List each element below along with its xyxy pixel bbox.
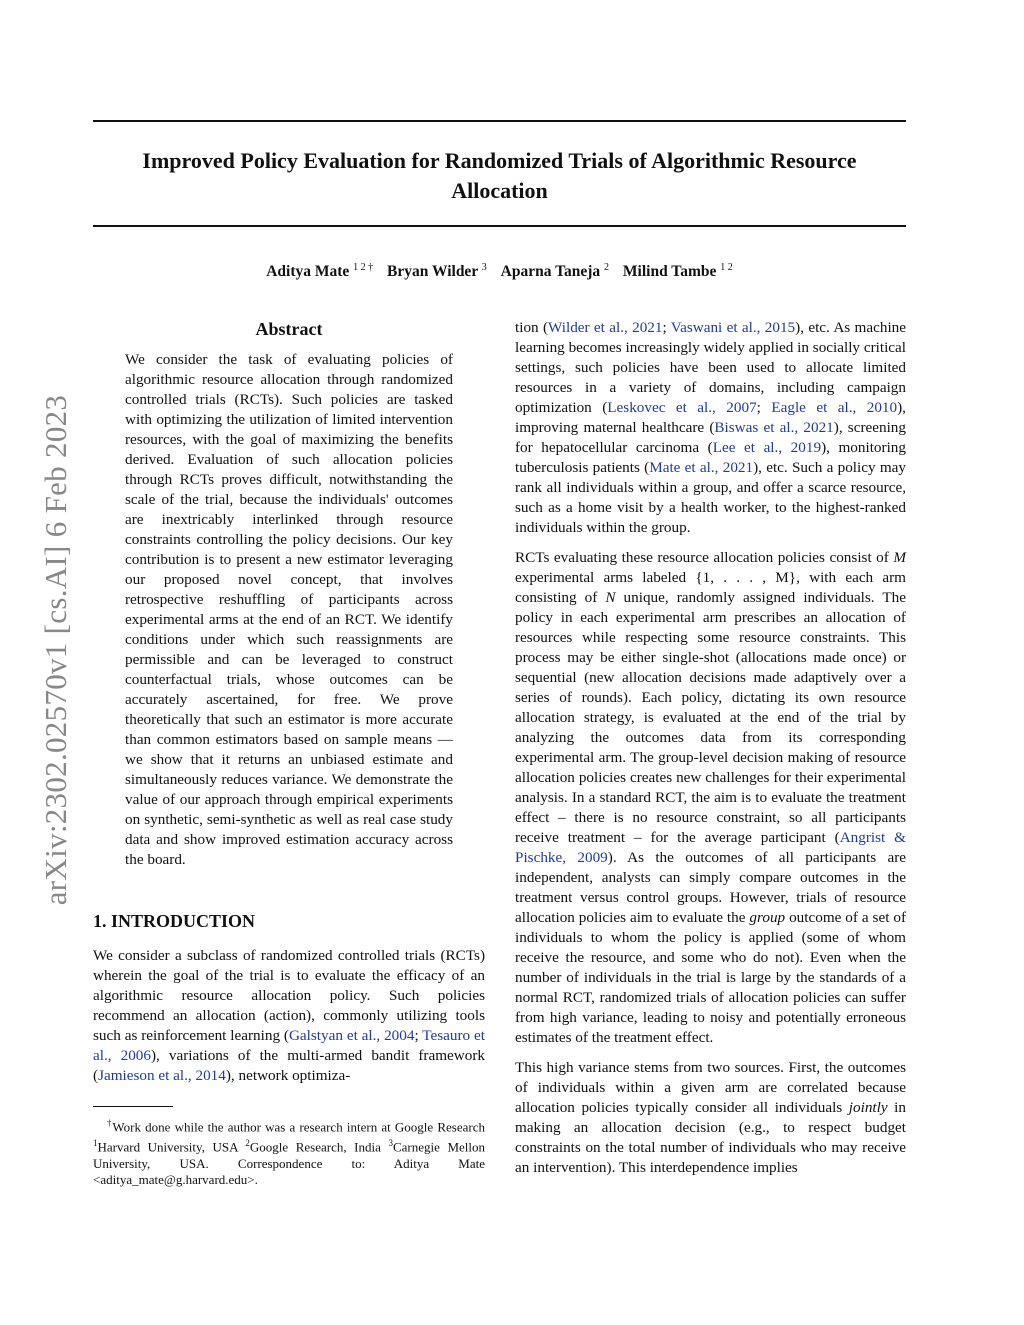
abstract-heading: Abstract [255,319,323,339]
author-4: Milind Tambe $^{1 2}$ [622,262,733,281]
paper-title: Improved Policy Evaluation for Randomized Trials of Algorithmic Resource Allocation [142,148,857,203]
footnote: †Work done while the author was a research intern at Google Research $^1$Harvard University, USA $^2$Google Research, India $^3$Carnegie Mellon University, USA. Correspondence to: Aditya Mate <aditya_mate@g.harvard.edu>. [93,1118,486,1187]
arxiv-identifier: arXiv:2302.02570v1 [cs.AI] 6 Feb 2023 [38,394,73,906]
title-rule-top [93,120,906,122]
author-3: Aparna Taneja $^2$ [500,262,610,281]
citation-tesauro[interactable]: Tesauro et al., 2006 [93,1027,485,1064]
citation-lee[interactable]: Lee et al., 2019 [712,439,822,456]
abstract-text: We consider the task of evaluating policies of algorithmic resource allocation through randomized controlled trials (RCTs). Such policies are tasked with optimizing the utilization of limited intervention resources, with the goal of maximizing the benefits derived. Evaluation of such allocation policies through RCTs proves difficult, notwithstanding the scale of the trial, because the individuals' outcomes are inextricably interlinked through resource constraints controlling the policy decisions. Our key contribution is to present a new estimator leveraging our proposed novel concept, that involves retrospective reshuffling of participants across experimental arms at the end of an RCT. We identify conditions under which such reassignments are permissible and can be leveraged to construct counterfactual trials, whose outcomes can be accurately ascertained, for free. We prove theoretically that such an estimator is more accurate than common estimators based on sample means — we show that it returns an unbiased estimate and simultaneously reduces variance. We demonstrate the value of our approach through empirical experiments on synthetic, semi-synthetic as well as real case study data and show improved estimation accuracy across the board. [125,351,453,868]
citation-wilder[interactable]: Wilder et al., 2021 [548,319,663,336]
citation-biswas[interactable]: Biswas et al., 2021 [714,419,834,436]
right-paragraph-1: tion (Wilder et al., 2021; Vaswani et al., 2015), etc. As machine learning becomes increasingly widely applied in socially critical settings, such policies have been used to allocate limited resources in a variety of domains, including campaign optimization (Leskovec et al., 2007; Eagle et al., 2010), improving maternal healthcare (Biswas et al., 2021), screening for hepatocellular carcinoma (Lee et al., 2019), monitoring tuberculosis patients (Mate et al., 2021), etc. Such a policy may rank all individuals within a group, and offer a scarce resource, such as a home visit by a health worker, to the highest-ranked individuals within the group. [515,319,907,536]
citation-vaswani[interactable]: Vaswani et al., 2015 [670,319,796,336]
citation-galstyan[interactable]: Galstyan et al., 2004 [288,1027,415,1044]
footnote-rule [93,1106,173,1107]
citation-mate[interactable]: Mate et al., 2021 [649,459,754,476]
author-2: Bryan Wilder $^3$ [387,262,487,281]
citation-jamieson[interactable]: Jamieson et al., 2014 [98,1067,226,1084]
title-rule-bottom [93,225,906,227]
right-column [515,318,906,1188]
citation-angrist[interactable]: Angrist & Pischke, 2009 [515,829,906,866]
introduction-heading: 1. INTRODUCTION [93,911,256,931]
left-column [93,318,485,1188]
intro-paragraph: We consider a subclass of randomized controlled trials (RCTs) wherein the goal of the trial is to evaluate the efficacy of an algorithmic resource allocation policy. Such policies recommend an allocation (action), commonly utilizing tools such as reinforcement learning (Galstyan et al., 2004; Tesauro et al., 2006), variations of the multi-armed bandit framework (Jamieson et al., 2014), network optimiza- [93,947,485,1084]
author-list [93,262,906,281]
citation-eagle[interactable]: Eagle et al., 2010 [771,399,898,416]
right-paragraph-3: This high variance stems from two sources. First, the outcomes of individuals within a given arm are correlated because allocation policies typically consider all individuals jointly in making an allocation decision (e.g., to respect budget constraints on the total number of individuals who may receive an intervention). This interdependence implies [515,1059,906,1176]
author-1: Aditya Mate $^{1 2 \dagger}$ [266,262,374,281]
right-paragraph-2: RCTs evaluating these resource allocation policies consist of M experimental arms labeled {1, . . . , M}, with each arm consisting of N unique, randomly assigned individuals. The policy in each experimental arm prescribes an allocation of resources while respecting some resource constraints. This process may be either single-shot (allocations made once) or sequential (new allocation decisions made adaptively over a series of rounds). Each policy, dictating its own resource allocation strategy, is evaluated at the end of the trial by analyzing the outcomes data from its corresponding experimental arm. The group-level decision making of resource allocation policies creates new challenges for their experimental analysis. In a standard RCT, the aim is to evaluate the treatment effect – there is no resource constraint, so all participants receive treatment – for the average participant (Angrist & Pischke, 2009). As the outcomes of all participants are independent, analysts can simply compare outcomes in the treatment versus control groups. However, trials of resource allocation policies aim to evaluate the group outcome of a set of individuals to whom the policy is applied (some of whom receive the resource, and some who do not). Even when the number of individuals in the trial is large by the standards of a normal RCT, randomized trials of allocation policies can suffer from high variance, leading to noisy and potentially erroneous estimates of the treatment effect. [515,549,906,1046]
citation-leskovec[interactable]: Leskovec et al., 2007 [607,399,757,416]
